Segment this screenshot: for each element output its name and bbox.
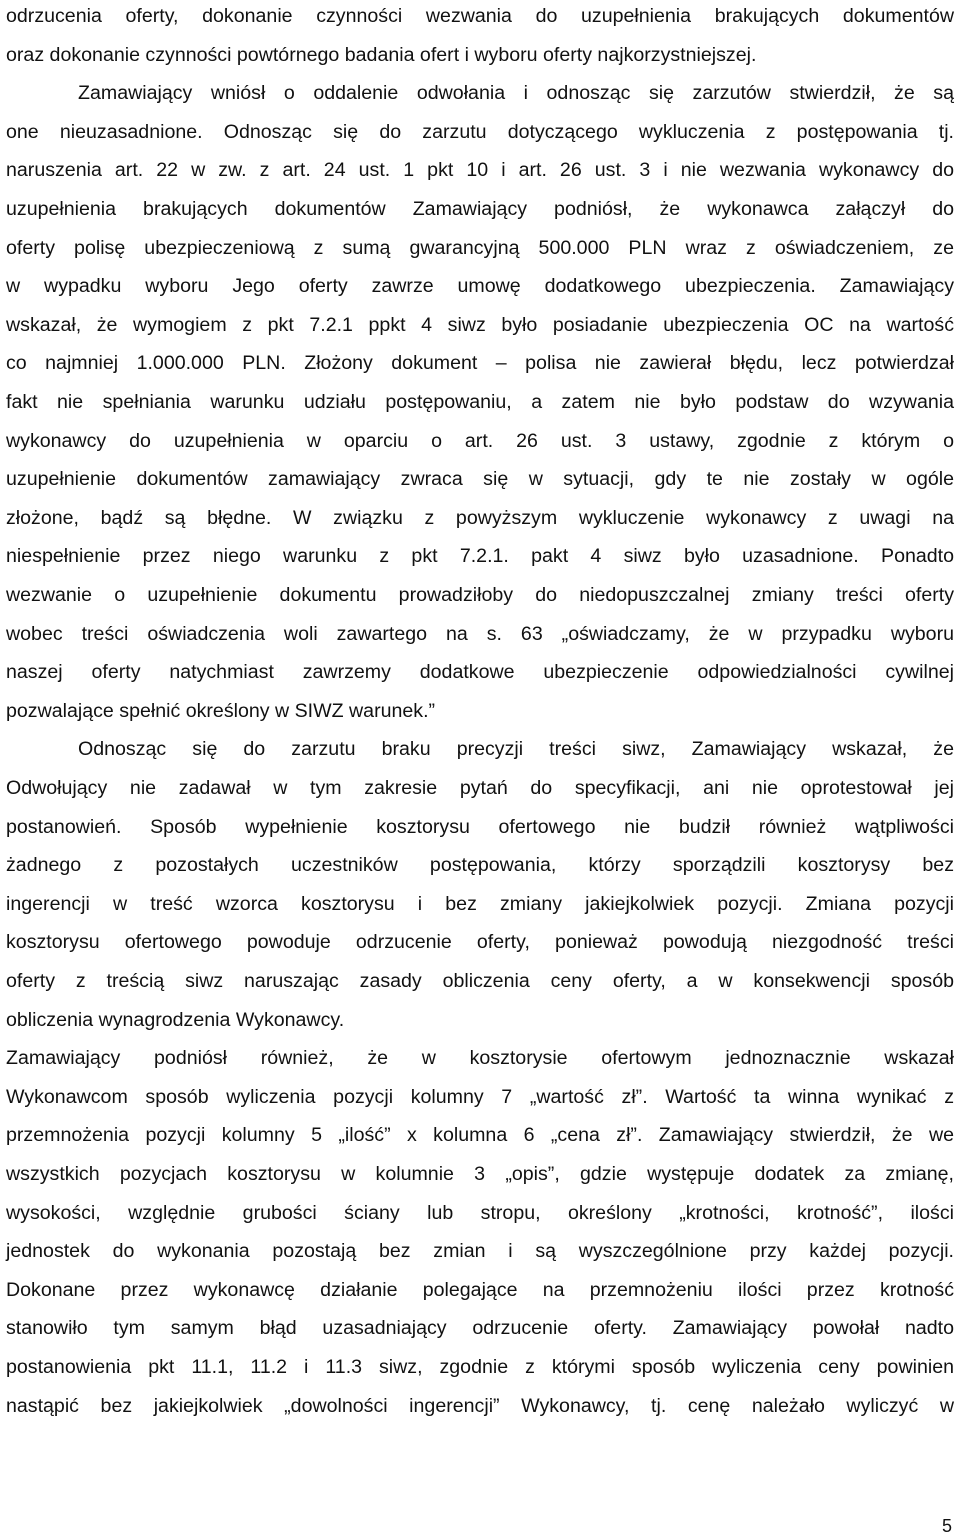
text-line: wskazał, że wymogiem z pkt 7.2.1 ppkt 4 siwz było posiadanie ubezpieczenia OC na wartość xyxy=(6,313,954,336)
text-line: żadnego z pozostałych uczestników postępowania, którzy sporządzili kosztorysy bez xyxy=(6,854,954,877)
text-line: odrzucenia oferty, dokonanie czynności wezwania do uzupełnienia brakujących dokumentów xyxy=(6,5,954,27)
text-line: Odnosząc się do zarzutu braku precyzji treści siwz, Zamawiający wskazał, że xyxy=(78,738,954,761)
text-line: Odwołujący nie zadawał w tym zakresie pytań do specyfikacji, ani nie oprotestował jej xyxy=(6,777,954,799)
text-line: pozwalające spełnić określony w SIWZ warunek.” xyxy=(6,699,436,722)
text-line: wezwanie o uzupełnienie dokumentu prowadziłoby do niedopuszczalnej zmiany treści oferty xyxy=(6,584,954,606)
text-line: wszystkich pozycjach kosztorysu w kolumnie 3 „opis”, gdzie występuje dodatek za zmianę, xyxy=(6,1163,954,1185)
text-line: wykonawcy do uzupełnienia w oparciu o art. 26 ust. 3 ustawy, zgodnie z którym o xyxy=(6,429,954,452)
text-line: obliczenia wynagrodzenia Wykonawcy. xyxy=(6,1008,345,1031)
text-line: wobec treści oświadczenia woli zawartego na s. 63 „oświadczamy, że w przypadku wyboru xyxy=(6,622,954,645)
text-line: wysokości, względnie grubości ściany lub stropu, określony „krotności, krotność”, ilości xyxy=(6,1201,954,1224)
text-line: kosztorysu ofertowego powoduje odrzucenie oferty, ponieważ powodują niezgodność treści xyxy=(6,931,954,954)
text-line: Dokonane przez wykonawcę działanie polegające na przemnożeniu ilości przez krotność xyxy=(6,1278,954,1301)
page-number: 5 xyxy=(941,1516,952,1536)
text-line: Zamawiający wniósł o oddalenie odwołania i odnosząc się zarzutów stwierdził, że są xyxy=(78,82,954,105)
text-line: co najmniej 1.000.000 PLN. Złożony dokument – polisa nie zawierał błędu, lecz potwierdzał xyxy=(6,352,954,375)
text-line: oferty polisę ubezpieczeniową z sumą gwarancyjną 500.000 PLN wraz z oświadczeniem, ze xyxy=(6,236,954,259)
text-line: Zamawiający podniósł również, że w kosztorysie ofertowym jednoznacznie wskazał xyxy=(6,1047,954,1070)
text-line: Wykonawcom sposób wyliczenia pozycji kolumny 7 „wartość zł”. Wartość ta winna wynikać z xyxy=(6,1085,954,1108)
text-line: naruszenia art. 22 w zw. z art. 24 ust. 1 pkt 10 i art. 26 ust. 3 i nie wezwania wykonawcy do xyxy=(6,159,954,182)
text-line: oraz dokonanie czynności powtórnego badania ofert i wyboru oferty najkorzystniejszej. xyxy=(6,43,757,66)
text-line: stanowiło tym samym błąd uzasadniający odrzucenie oferty. Zamawiający powołał nadto xyxy=(6,1317,954,1340)
text-line: ingerencji w treść wzorca kosztorysu i bez zmiany jakiejkolwiek pozycji. Zmiana pozycji xyxy=(6,892,954,915)
text-line: postanowienia pkt 11.1, 11.2 i 11.3 siwz, zgodnie z którymi sposób wyliczenia ceny powinien xyxy=(6,1356,954,1378)
text-line: one nieuzasadnione. Odnosząc się do zarzutu dotyczącego wykluczenia z postępowania tj. xyxy=(6,120,954,143)
text-line: nastąpić bez jakiejkolwiek „dowolności ingerencji” Wykonawcy, tj. cenę należało wyliczyć w xyxy=(6,1394,954,1417)
text-line: przemnożenia pozycji kolumny 5 „ilość” x kolumna 6 „cena zł”. Zamawiający stwierdził, że we xyxy=(6,1124,954,1147)
text-line: uzupełnienie dokumentów zamawiający zwraca się w sytuacji, gdy te nie zostały w ogóle xyxy=(6,468,954,491)
text-line: złożone, bądź są błędne. W związku z powyższym wykluczenie wykonawcy z uwagi na xyxy=(6,506,954,529)
text-line: niespełnienie przez niego warunku z pkt 7.2.1. pakt 4 siwz było uzasadnione. Ponadto xyxy=(6,545,954,568)
text-line: uzupełnienia brakujących dokumentów Zamawiający podniósł, że wykonawca załączył do xyxy=(6,198,954,220)
text-line: jednostek do wykonania pozostają bez zmian i są wyszczególnione przy każdej pozycji. xyxy=(6,1240,954,1263)
text-line: postanowień. Sposób wypełnienie kosztorysu ofertowego nie budził również wątpliwości xyxy=(6,815,954,838)
text-line: w wypadku wyboru Jego oferty zawrze umowę dodatkowego ubezpieczenia. Zamawiający xyxy=(6,275,954,298)
text-line: oferty z treścią siwz naruszając zasady obliczenia ceny oferty, a w konsekwencji sposób xyxy=(6,970,954,992)
text-line: fakt nie spełniania warunku udziału postępowaniu, a zatem nie było podstaw do wzywania xyxy=(6,391,954,413)
text-line: naszej oferty natychmiast zawrzemy dodatkowe ubezpieczenie odpowiedzialności cywilnej xyxy=(6,661,954,684)
